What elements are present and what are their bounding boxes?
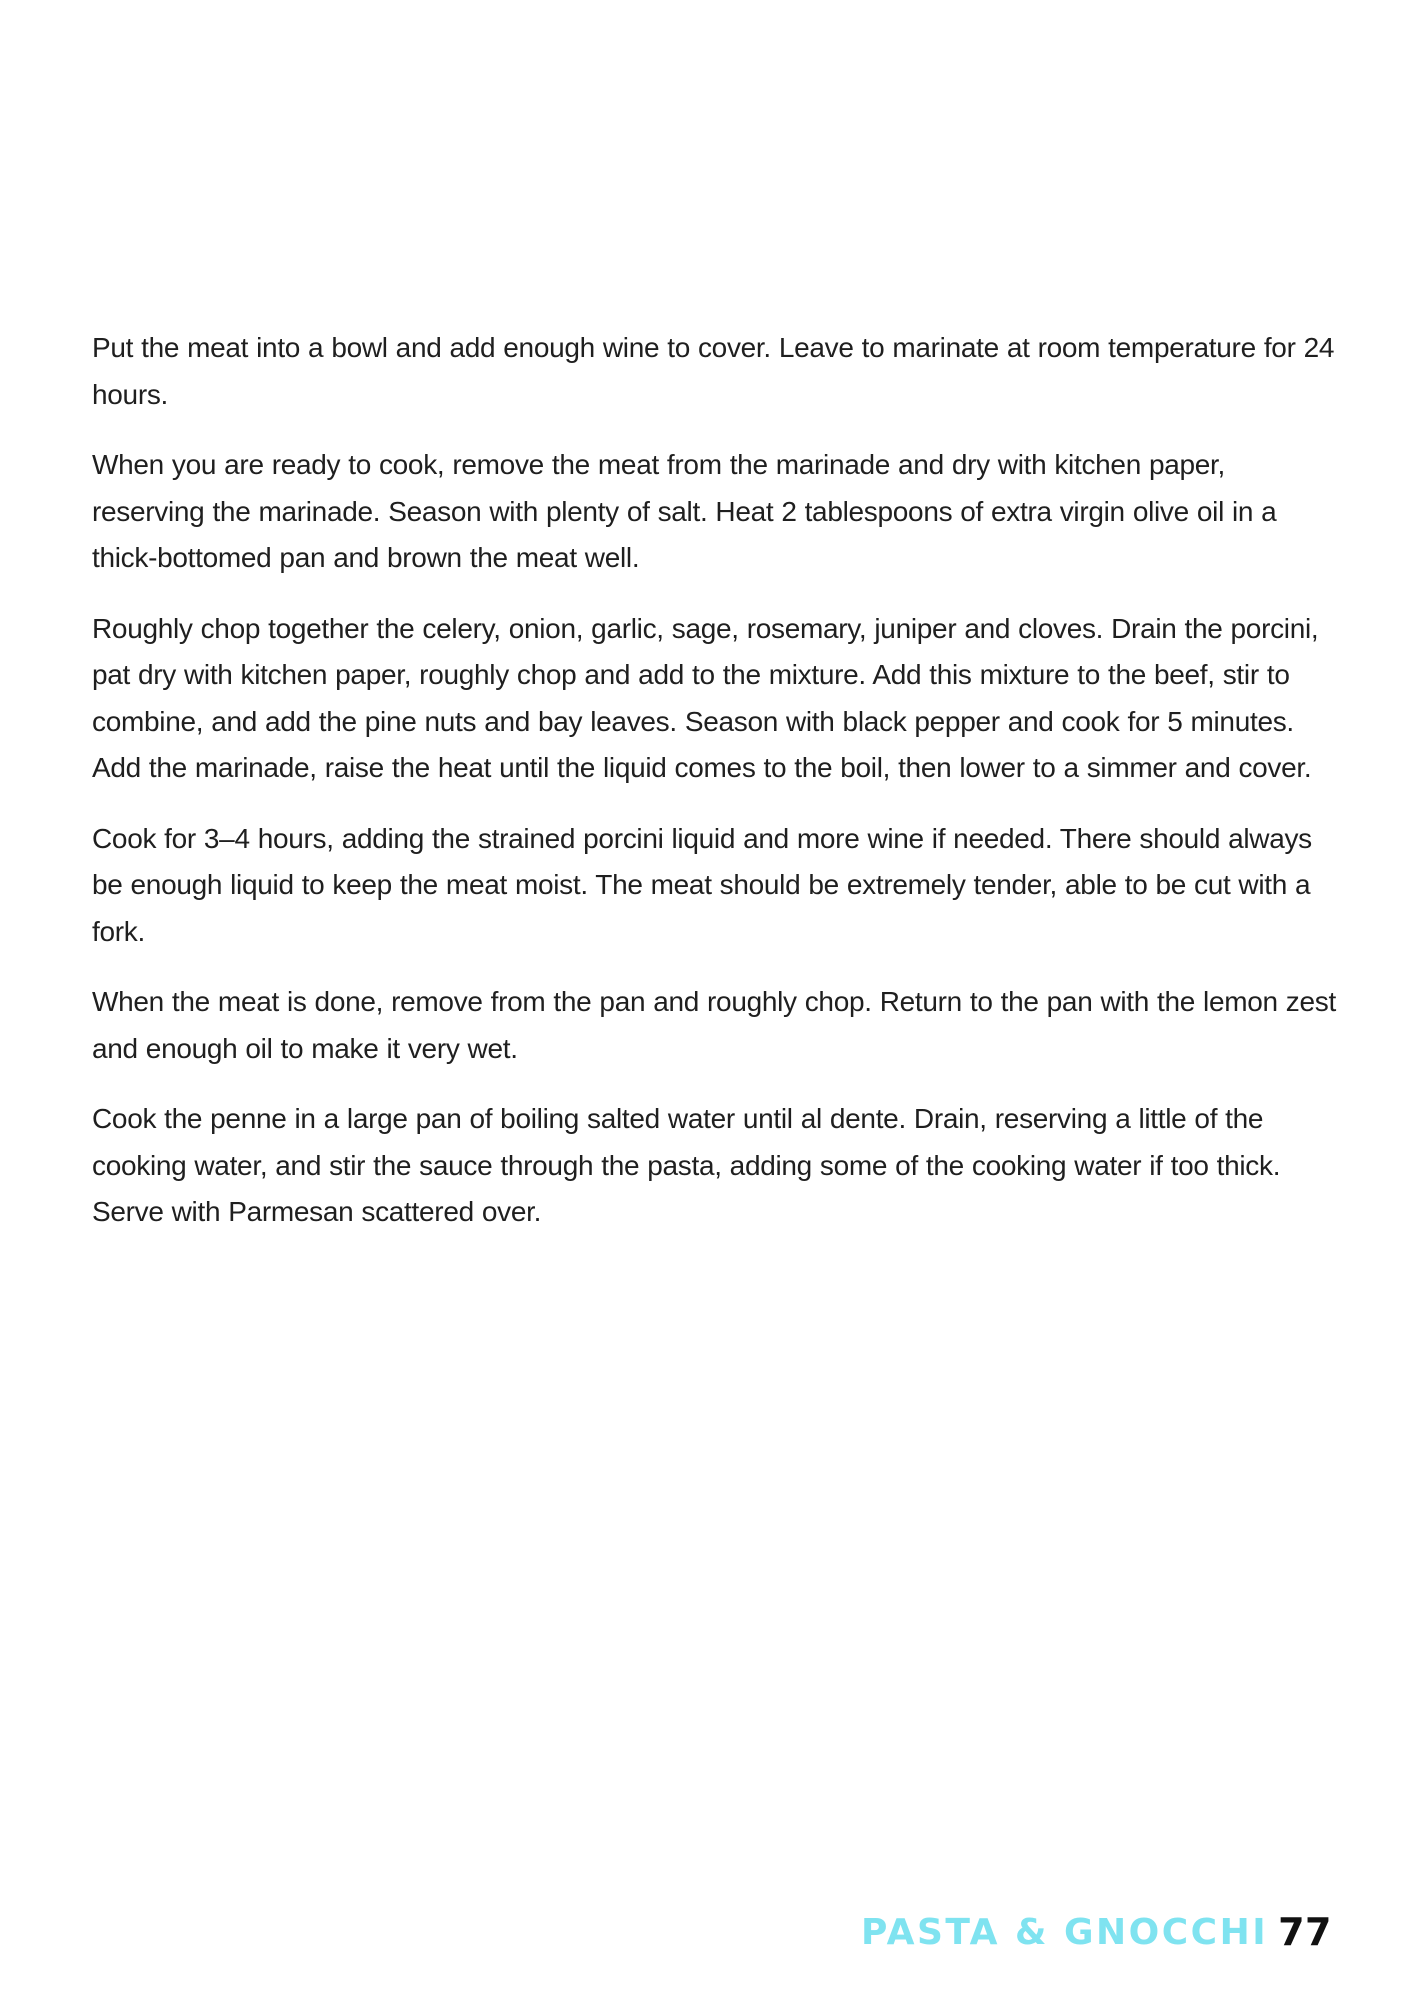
section-label: PASTA & GNOCCHI: [861, 1911, 1269, 1953]
method-step-6: Cook the penne in a large pan of boiling salted water until al dente. Drain, reserving a little of the cooking water, and stir the sauce through the pasta, adding some of the cooking water if too thick. Serve with Parmesan scattered over.: [92, 1103, 1281, 1227]
method-step-4: Cook for 3–4 hours, adding the strained porcini liquid and more wine if needed. There should always be enough liquid to keep the meat moist. The meat should be extremely tender, able to be cut with a fork.: [92, 822, 1312, 947]
page-number: 77: [1278, 1910, 1332, 1954]
page-footer: [861, 1902, 1332, 1962]
method-step-2: When you are ready to cook, remove the meat from the marinade and dry with kitchen paper, reserving the marinade. Season with plenty of salt. Heat 2 tablespoons of extra virgin olive oil in a thick-bottomed pan and brown the meat well.: [92, 449, 1277, 573]
method-step-5: When the meat is done, remove from the pan and roughly chop. Return to the pan with the lemon zest and enough oil to make it very wet.: [92, 986, 1336, 1064]
method-step-3: Roughly chop together the celery, onion, garlic, sage, rosemary, juniper and cloves. Drain the porcini, pat dry with kitchen paper, roughly chop and add to the mixture. Add this mixture to the beef, stir to combine, and add the pine nuts and bay leaves. Season with black pepper and cook for 5 minutes. Add the marinade, raise the heat until the liquid comes to the boil, then lower to a simmer and cover.: [92, 612, 1319, 783]
method-step-1: Put the meat into a bowl and add enough wine to cover. Leave to marinate at room temperature for 24 hours.: [92, 332, 1335, 410]
recipe-method: [92, 325, 1337, 1260]
